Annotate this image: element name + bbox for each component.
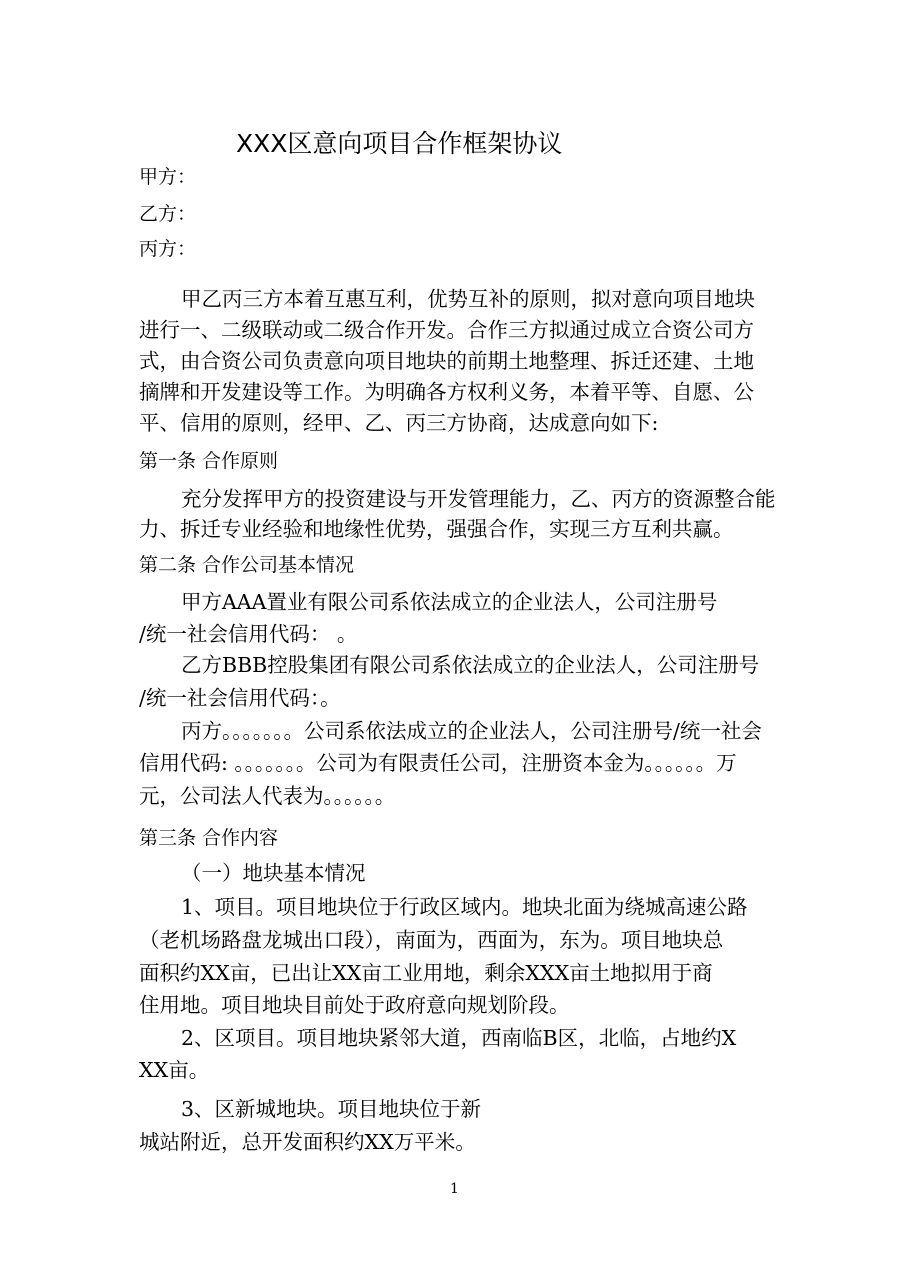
page-number: 1 [450, 1181, 459, 1197]
article2-line: 信用代码: 。。。。。。。公司为有限责任公司，注册资本金为。。。。。。万 [139, 751, 737, 775]
document-title: XXX区意向项目合作框架协议 [236, 129, 563, 158]
article2-line: 丙方。。。。。。。公司系依法成立的企业法人，公司注册号/统一社会 [181, 719, 762, 743]
article3-line: （老机场路盘龙城出口段），南面为，西面为，东为。项目地块总 [139, 928, 724, 952]
article2-line: 甲方AAA置业有限公司系依法成立的企业法人，公司注册号 [181, 590, 718, 614]
article1-line: 力、拆迁专业经验和地缘性优势，强强合作，实现三方互利共赢。 [139, 517, 734, 541]
intro-line: 式，由合资公司负责意向项目地块的前期土地整理、拆迁还建、土地 [139, 349, 754, 373]
intro-line: 甲乙丙三方本着互惠互利，优势互补的原则，拟对意向项目地块 [181, 287, 755, 311]
intro-line: 进行一、二级联动或二级合作开发。合作三方拟通过成立合资公司方 [139, 318, 754, 342]
article3-line: 城站附近，总开发面积约XX万平米。 [139, 1130, 476, 1154]
article3-heading: 第三条 合作内容 [139, 827, 279, 849]
intro-line: 平、信用的原则，经甲、乙、丙三方协商，达成意向如下: [139, 411, 659, 435]
article3-line: 1、项目。项目地块位于行政区域内。地块北面为绕城高速公路 [181, 895, 748, 919]
article1-line: 充分发挥甲方的投资建设与开发管理能力，乙、丙方的资源整合能 [181, 487, 776, 511]
article1-heading: 第一条 合作原则 [139, 450, 279, 472]
article2-line: 元，公司法人代表为。。。。。。 [139, 784, 396, 808]
article3-line: 3、区新城地块。项目地块位于新 [181, 1097, 482, 1121]
article2-heading: 第二条 合作公司基本情况 [139, 554, 355, 576]
article3-line: 住用地。项目地块目前处于政府意向规划阶段。 [139, 993, 570, 1017]
article3-subheading: （一）地块基本情况 [181, 861, 366, 885]
article3-line: 2、区项目。项目地块紧邻大道，西南临B区，北临，占地约X [181, 1026, 737, 1050]
intro-line: 摘牌和开发建设等工作。为明确各方权利义务，本着平等、自愿、公 [139, 380, 754, 404]
article3-line: XX亩。 [139, 1058, 210, 1082]
article2-line: 乙方BBB控股集团有限公司系依法成立的企业法人，公司注册号 [181, 653, 760, 677]
article2-line: /统一社会信用代码： 。 [139, 622, 358, 646]
article2-line: /统一社会信用代码：。 [139, 686, 341, 710]
party-a-label: 甲方： [139, 166, 197, 188]
party-b-label: 乙方： [139, 203, 197, 225]
party-c-label: 丙方： [139, 238, 197, 260]
article3-line: 面积约XX亩，已出让XX亩工业用地，剩余XXX亩土地拟用于商 [139, 961, 713, 985]
